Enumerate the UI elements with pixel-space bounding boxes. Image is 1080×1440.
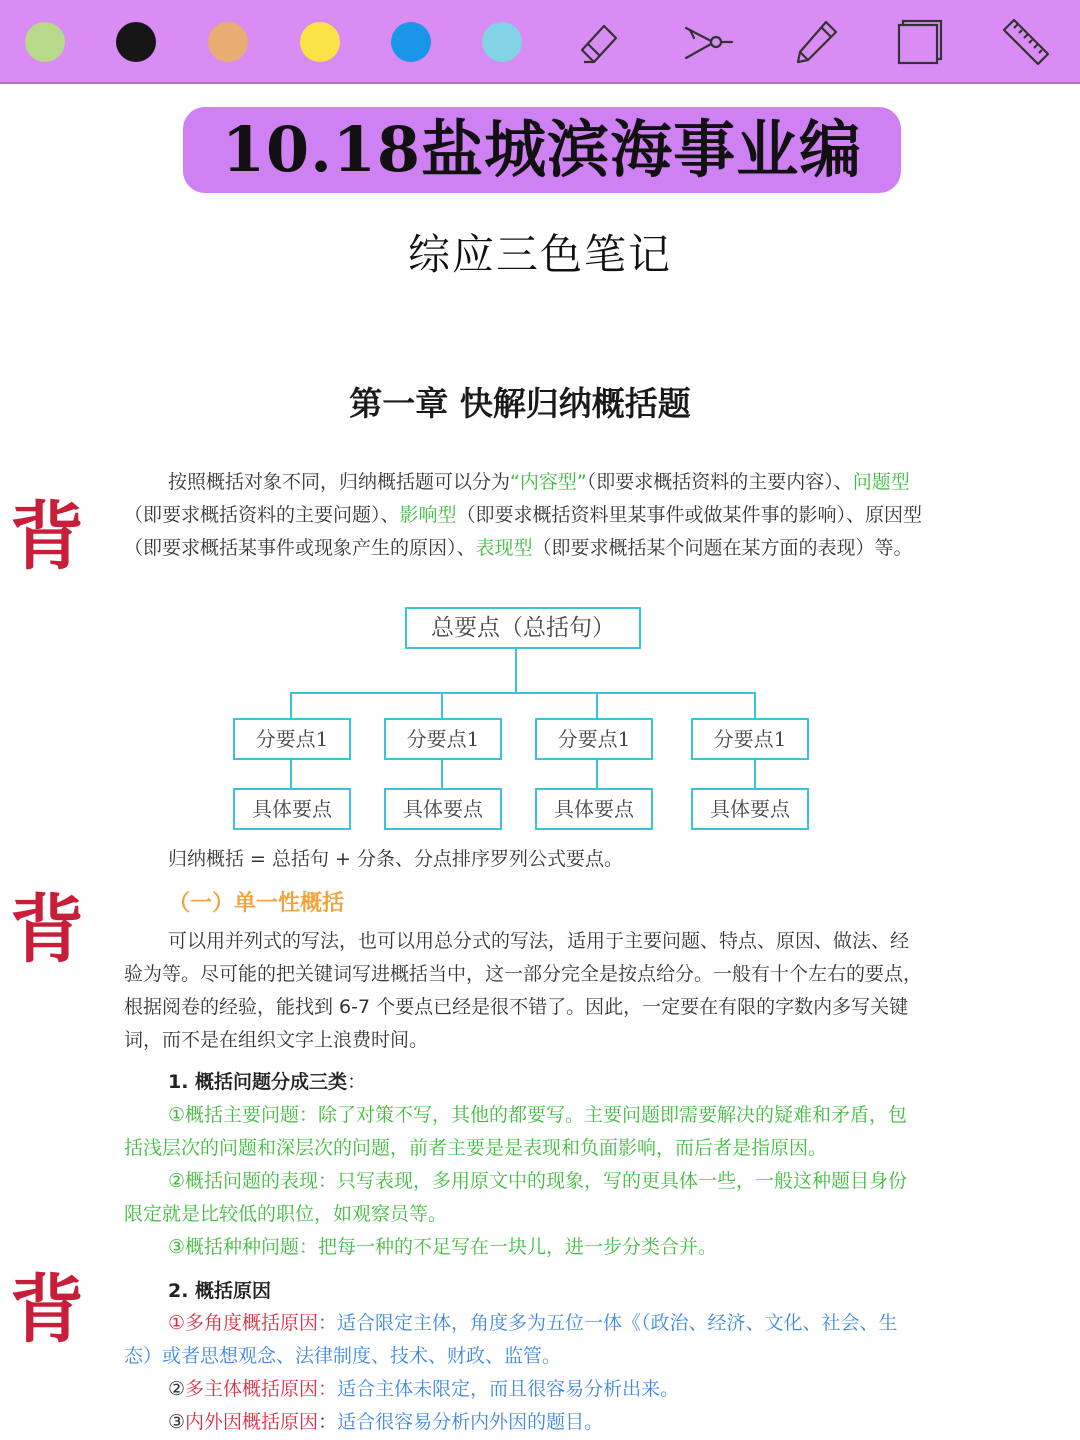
color-swatch-light-green[interactable] xyxy=(25,22,65,62)
memorize-mark: 背 xyxy=(10,1267,84,1353)
eraser-icon[interactable] xyxy=(570,14,626,70)
pencil-icon[interactable] xyxy=(788,14,844,70)
section-heading: （一）单一性概括 xyxy=(168,891,345,916)
square-icon[interactable] xyxy=(892,14,948,70)
drawing-toolbar xyxy=(0,0,1080,84)
chapter-title: 第一章 快解归纳概括题 xyxy=(349,384,691,423)
color-swatch-tan[interactable] xyxy=(208,22,248,62)
term-problem-type: 问题型 xyxy=(852,471,910,493)
list2-item: ②多主体概括原因：适合主体未限定，而且很容易分析出来。 xyxy=(168,1378,680,1400)
diagram-leaf: 具体要点 xyxy=(535,788,653,830)
term-show-type: 表现型 xyxy=(475,537,533,559)
compass-icon[interactable] xyxy=(680,14,736,70)
diagram-leaf: 具体要点 xyxy=(691,788,809,830)
list2-item: ①多角度概括原因：适合限定主体，角度多为五位一体《（政治、经济、文化、社会、生态）或者思想观念、法律制度、技术、财政、监管。 xyxy=(124,1312,898,1367)
list1-item: ②概括问题的表现：只写表现，多用原文中的现象，写的更具体一些，一般这种题目身份限定就是比较低的职位，如观察员等。 xyxy=(124,1170,908,1225)
ruler-icon[interactable] xyxy=(998,14,1054,70)
color-swatch-yellow[interactable] xyxy=(300,22,340,62)
page-title: 10.18盐城滨海事业编 xyxy=(221,113,863,186)
page-subtitle: 综应三色笔记 xyxy=(407,230,672,279)
memorize-mark: 背 xyxy=(10,887,84,973)
list2-heading: 2. 概括原因 xyxy=(168,1280,272,1302)
term-impact-type: 影响型 xyxy=(399,504,457,526)
diagram-branch: 分要点1 xyxy=(535,718,653,760)
diagram-branch: 分要点1 xyxy=(384,718,502,760)
color-swatch-blue[interactable] xyxy=(391,22,431,62)
section1-paragraph: 可以用并列式的写法，也可以用总分式的写法，适用于主要问题、特点、原因、做法、经验为等。尽可能的把关键词写进概括当中，这一部分完全是按点给分。一般有十个左右的要点，根据阅卷的经验，能找到 6-7 个要点已经是很不错了。因此，一定要在有限的字数内多写关键词，而不是在组织文字上浪费时间。 xyxy=(124,930,923,1051)
term-content-type: “内容型” xyxy=(510,471,587,493)
list1-heading: 1. 概括问题分成三类： xyxy=(168,1071,367,1093)
color-swatch-black[interactable] xyxy=(116,22,156,62)
list1-item: ①概括主要问题：除了对策不写，其他的都要写。主要问题即需要解决的疑难和矛盾，包括浅层次的问题和深层次的问题，前者主要是是表现和负面影响，而后者是指原因。 xyxy=(124,1104,908,1159)
diagram-root: 总要点（总括句） xyxy=(405,607,641,649)
intro-paragraph: 按照概括对象不同，归纳概括题可以分为“内容型”（即要求概括资料的主要内容）、问题型（即要求概括资料的主要问题）、影响型（即要求概括资料里某事件或做某件事的影响）、原因型（即要求概括某事件或现象产生的原因）、表现型（即要求概括某个问题在某方面的表现）等。 xyxy=(124,471,923,559)
diagram-leaf: 具体要点 xyxy=(233,788,351,830)
list2-item: ③内外因概括原因：适合很容易分析内外因的题目。 xyxy=(168,1411,604,1433)
diagram-leaf: 具体要点 xyxy=(384,788,502,830)
formula-line: 归纳概括 = 总括句 + 分条、分点排序罗列公式要点。 xyxy=(168,848,623,870)
list1-item: ③概括种种问题：把每一种的不足写在一块儿，进一步分类合并。 xyxy=(168,1236,718,1258)
memorize-mark: 背 xyxy=(10,494,84,580)
color-swatch-light-cyan[interactable] xyxy=(482,22,522,62)
diagram-branch: 分要点1 xyxy=(233,718,351,760)
diagram-branch: 分要点1 xyxy=(691,718,809,760)
